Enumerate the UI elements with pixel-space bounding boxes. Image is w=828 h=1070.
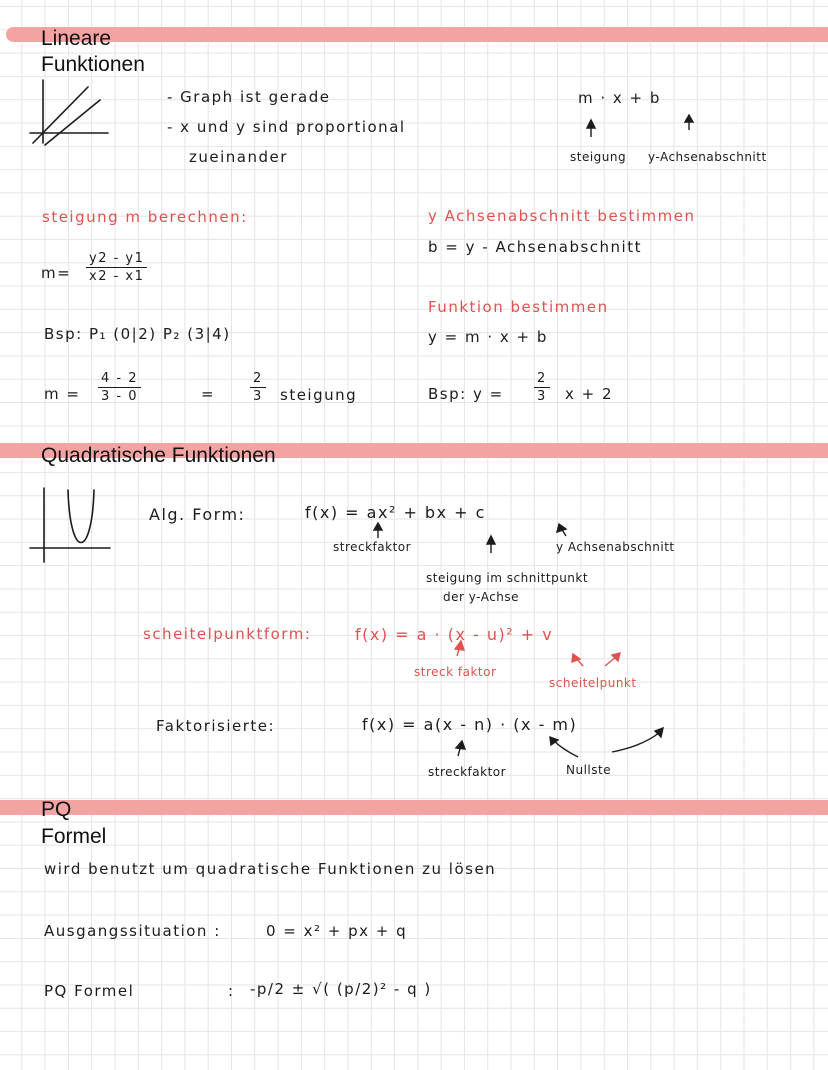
alg-label-slope-line1: steigung im schnittpunkt: [426, 571, 589, 585]
linear-formula: m · x + b: [578, 89, 661, 107]
example-equals: =: [201, 385, 216, 403]
alg-label-y-intercept: y Achsenabschnitt: [556, 540, 675, 554]
function-example-rest: x + 2: [565, 385, 614, 403]
intercept-title: y Achsenabschnitt bestimmen: [428, 207, 696, 225]
pq-start-formula: 0 = x² + px + q: [266, 922, 408, 940]
example-points: Bsp: P₁ (0|2) P₂ (3|4): [44, 325, 231, 343]
linear-graph-icon: [30, 80, 108, 145]
example-denominator: 3 - 0: [101, 389, 138, 404]
linear-bullet-2: - x und y sind proportional: [167, 118, 406, 136]
vertex-form-formula: f(x) = a · (x - u)² + v: [355, 625, 554, 644]
alg-form-label: Alg. Form:: [149, 505, 246, 524]
function-example-fraction: [534, 371, 550, 404]
alg-label-stretch: streckfaktor: [333, 540, 412, 554]
factored-label-stretch: streckfaktor: [428, 765, 507, 779]
pq-start-label: Ausgangssituation :: [44, 922, 221, 940]
pq-heading-line2: Formel: [41, 825, 107, 848]
example-m-eq: m =: [44, 385, 81, 403]
example-result-fraction: [250, 371, 266, 404]
linear-bullet-1: - Graph ist gerade: [167, 88, 331, 106]
slope-formula-numerator: y2 - y1: [86, 251, 147, 268]
slope-formula-denominator: x2 - x1: [89, 269, 145, 284]
quadratic-heading: Quadratische Funktionen: [41, 444, 276, 467]
function-title: Funktion bestimmen: [428, 298, 609, 316]
label-intercept: y-Achsenabschnitt: [648, 150, 767, 164]
pq-formula-colon: :: [228, 982, 235, 1000]
pq-description: wird benutzt um quadratische Funktionen zu lösen: [44, 860, 497, 878]
factored-label-zero: Nullste: [566, 763, 612, 777]
alg-form-formula: f(x) = ax² + bx + c: [305, 503, 486, 522]
factored-form-label: Faktorisierte:: [156, 717, 276, 735]
slope-formula-fraction: [86, 251, 147, 284]
slope-title: steigung m berechnen:: [42, 208, 248, 226]
vertex-label-stretch: streck faktor: [414, 665, 497, 679]
function-example-numerator: 2: [534, 371, 550, 388]
m-label: m=: [41, 264, 72, 282]
vertex-label-point: scheitelpunkt: [549, 676, 637, 690]
linear-heading-line2: Funktionen: [41, 53, 145, 76]
label-slope: steigung: [570, 150, 627, 164]
pq-formula-label: PQ Formel: [44, 982, 135, 1000]
parabola-icon: [30, 488, 110, 562]
pq-heading-line1: PQ: [41, 798, 72, 821]
linear-bullet-2-cont: zueinander: [189, 148, 288, 166]
vertex-arrows: [455, 641, 620, 666]
factored-form-formula: f(x) = a(x - n) · (x - m): [362, 715, 578, 734]
example-fraction: [98, 371, 141, 404]
vertex-form-label: scheitelpunktform:: [143, 625, 312, 643]
example-result-denominator: 3: [253, 389, 263, 404]
function-formula: y = m · x + b: [428, 328, 548, 346]
linear-heading-line1: Lineare: [41, 27, 112, 50]
pq-formula: -p/2 ± √( (p/2)² - q ): [250, 980, 432, 998]
function-example-denominator: 3: [537, 389, 547, 404]
example-numerator: 4 - 2: [98, 371, 141, 388]
function-example-label: Bsp: y =: [428, 385, 504, 403]
alg-label-slope-line2: der y-Achse: [443, 590, 520, 604]
example-result-numerator: 2: [250, 371, 266, 388]
linear-formula-arrows: [587, 115, 693, 137]
intercept-definition: b = y - Achsenabschnitt: [428, 238, 642, 256]
example-result-label: steigung: [280, 386, 358, 404]
